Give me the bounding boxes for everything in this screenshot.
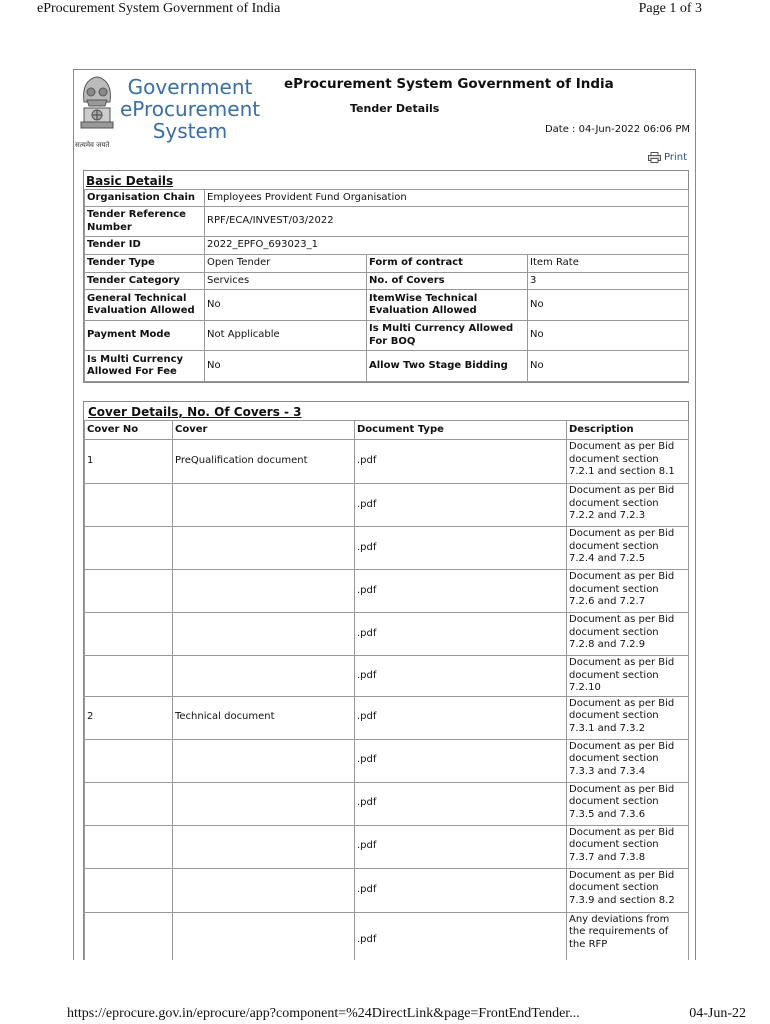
logo-line-3: System [152, 119, 228, 143]
multi-currency-fee-label: Is Multi Currency Allowed For Fee [85, 351, 205, 382]
tender-id-value: 2022_EPFO_693023_1 [205, 237, 689, 255]
cover-cell [173, 527, 355, 570]
table-row [85, 440, 689, 484]
cover-no-cell [85, 570, 173, 613]
payment-mode-label: Payment Mode [85, 321, 205, 351]
description-cell: Any deviations from the requirements of the RFP [567, 912, 689, 960]
tender-id-label: Tender ID [85, 237, 205, 255]
gepnic-logo [120, 76, 260, 142]
cover-no-cell [85, 656, 173, 697]
document-type-cell: .pdf [355, 782, 567, 825]
description-cell: Document as per Bid document section 7.2.4 and 7.2.5 [567, 527, 689, 570]
form-contract-label: Form of contract [367, 255, 528, 273]
tender-details-frame [73, 69, 696, 960]
description-cell: Document as per Bid document section 7.3.9 and section 8.2 [567, 868, 689, 912]
print-footer-date: 04-Jun-22 [689, 1006, 746, 1021]
print-header [0, 0, 770, 22]
table-row [85, 912, 689, 960]
no-covers-value: 3 [528, 273, 689, 290]
cover-no-cell [85, 912, 173, 960]
print-footer [0, 1004, 770, 1024]
basic-details-table [84, 189, 689, 382]
national-emblem-icon [74, 72, 120, 150]
cover-cell [173, 825, 355, 868]
print-header-page-number: Page 1 of 3 [638, 1, 702, 16]
cover-cell [173, 656, 355, 697]
table-row [85, 656, 689, 697]
printer-icon [648, 152, 661, 163]
form-contract-value: Item Rate [528, 255, 689, 273]
description-cell: Document as per Bid document section 7.3.5 and 7.3.6 [567, 782, 689, 825]
cover-no-cell [85, 739, 173, 782]
cover-details-section [83, 401, 689, 960]
table-row [85, 825, 689, 868]
two-stage-label: Allow Two Stage Bidding [367, 351, 528, 382]
logo-line-1: Government [127, 75, 253, 99]
org-chain-value: Employees Provident Fund Organisation [205, 190, 689, 207]
table-row [85, 484, 689, 527]
cover-cell: PreQualification document [173, 440, 355, 484]
cover-cell: Technical document [173, 696, 355, 739]
document-type-cell: .pdf [355, 739, 567, 782]
gen-tech-eval-label: General Technical Evaluation Allowed [85, 290, 205, 321]
basic-details-title: Basic Details [86, 174, 174, 188]
table-row [85, 782, 689, 825]
description-cell: Document as per Bid document section 7.3.7 and 7.3.8 [567, 825, 689, 868]
table-row [85, 570, 689, 613]
tender-type-label: Tender Type [85, 255, 205, 273]
page-title: Tender Details [350, 102, 440, 115]
col-header-cover-no: Cover No [85, 421, 173, 440]
multi-currency-boq-label: Is Multi Currency Allowed For BOQ [367, 321, 528, 351]
cover-cell [173, 912, 355, 960]
system-title: eProcurement System Government of India [284, 76, 614, 92]
cover-details-table [84, 420, 689, 960]
tender-ref-label: Tender Reference Number [85, 207, 205, 237]
org-chain-label: Organisation Chain [85, 190, 205, 207]
cover-cell [173, 782, 355, 825]
tender-category-label: Tender Category [85, 273, 205, 290]
document-type-cell: .pdf [355, 484, 567, 527]
cover-cell [173, 613, 355, 656]
itemwise-tech-eval-value: No [528, 290, 689, 321]
cover-no-cell [85, 825, 173, 868]
gen-tech-eval-value: No [205, 290, 367, 321]
cover-cell [173, 570, 355, 613]
payment-mode-value: Not Applicable [205, 321, 367, 351]
document-type-cell: .pdf [355, 527, 567, 570]
description-cell: Document as per Bid document section 7.3.3 and 7.3.4 [567, 739, 689, 782]
two-stage-value: No [528, 351, 689, 382]
cover-no-cell [85, 613, 173, 656]
description-cell: Document as per Bid document section 7.2.8 and 7.2.9 [567, 613, 689, 656]
table-row [85, 696, 689, 739]
description-cell: Document as per Bid document section 7.2.10 [567, 656, 689, 697]
description-cell: Document as per Bid document section 7.2.6 and 7.2.7 [567, 570, 689, 613]
document-type-cell: .pdf [355, 570, 567, 613]
cover-no-cell [85, 868, 173, 912]
col-header-description: Description [567, 421, 689, 440]
col-header-document-type: Document Type [355, 421, 567, 440]
logo-line-2: eProcurement [120, 97, 261, 121]
document-type-cell: .pdf [355, 825, 567, 868]
multi-currency-boq-value: No [528, 321, 689, 351]
cover-cell [173, 739, 355, 782]
cover-cell [173, 868, 355, 912]
document-type-cell: .pdf [355, 613, 567, 656]
table-row [85, 527, 689, 570]
print-footer-url: https://eprocure.gov.in/eprocure/app?component=%24DirectLink&page=FrontEndTender... [67, 1006, 580, 1021]
description-cell: Document as per Bid document section 7.2.2 and 7.2.3 [567, 484, 689, 527]
cover-cell [173, 484, 355, 527]
cover-no-cell [85, 782, 173, 825]
cover-no-cell: 2 [85, 696, 173, 739]
table-row [85, 739, 689, 782]
report-date: Date : 04-Jun-2022 06:06 PM [544, 124, 690, 135]
emblem-caption: सत्यमेव जयते [75, 141, 110, 149]
tender-ref-value: RPF/ECA/INVEST/03/2022 [205, 207, 689, 237]
print-header-title: eProcurement System Government of India [37, 1, 281, 16]
multi-currency-fee-value: No [205, 351, 367, 382]
description-cell: Document as per Bid document section 7.3.1 and 7.3.2 [567, 696, 689, 739]
tender-category-value: Services [205, 273, 367, 290]
cover-details-title: Cover Details, No. Of Covers - 3 [88, 405, 302, 419]
print-label: Print [663, 152, 687, 163]
cover-no-cell [85, 484, 173, 527]
document-type-cell: .pdf [355, 912, 567, 960]
document-type-cell: .pdf [355, 868, 567, 912]
basic-details-section [83, 170, 689, 383]
document-type-cell: .pdf [355, 656, 567, 697]
print-button[interactable] [648, 152, 687, 163]
table-row [85, 868, 689, 912]
itemwise-tech-eval-label: ItemWise Technical Evaluation Allowed [367, 290, 528, 321]
col-header-cover: Cover [173, 421, 355, 440]
no-covers-label: No. of Covers [367, 273, 528, 290]
description-cell: Document as per Bid document section 7.2.1 and section 8.1 [567, 440, 689, 484]
tender-type-value: Open Tender [205, 255, 367, 273]
table-row [85, 613, 689, 656]
cover-rows [85, 440, 689, 961]
cover-no-cell [85, 527, 173, 570]
document-type-cell: .pdf [355, 696, 567, 739]
cover-no-cell: 1 [85, 440, 173, 484]
document-type-cell: .pdf [355, 440, 567, 484]
